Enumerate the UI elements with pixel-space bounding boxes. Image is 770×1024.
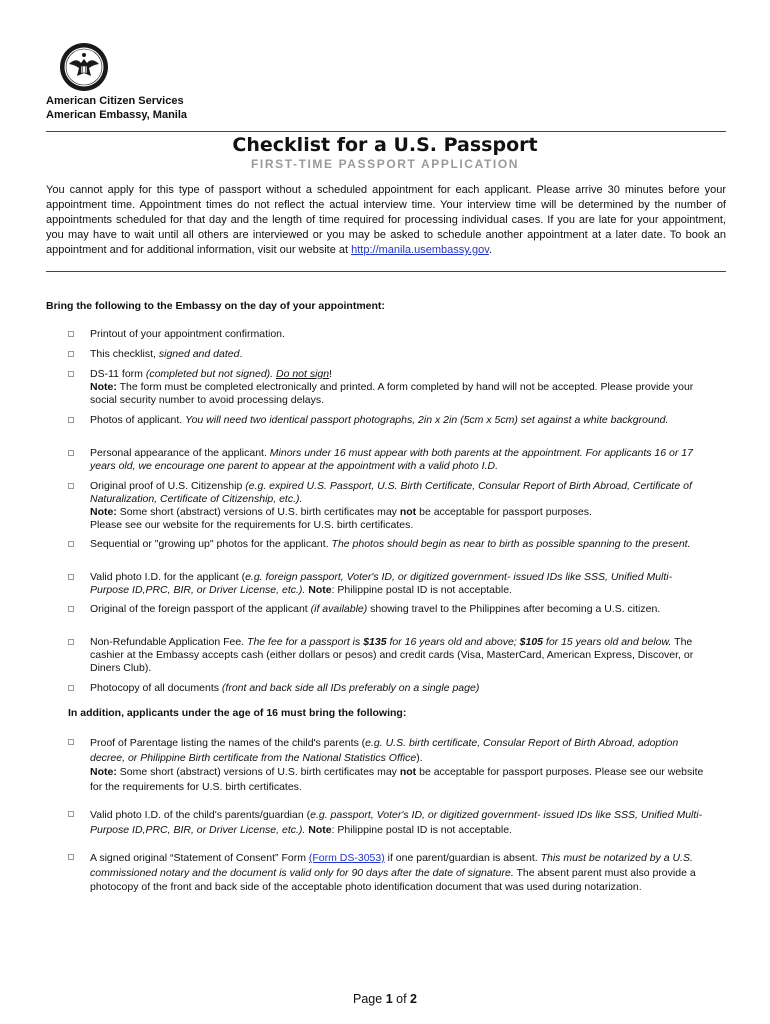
checkbox-icon[interactable]: [68, 606, 74, 612]
item-text: Valid photo I.D. of the child's parents/guardian (e.g. passport, Voter's ID, or digitized government- issued IDs like SSS, Unified Multi-Purpose ID,PRC, BIR, or Driver License, etc.). Note: Philippine postal ID is not acceptable.: [90, 809, 703, 836]
item-text: A signed original “Statement of Consent” Form (Form DS-3053) if one parent/guardian is absent. This must be notarized by a U.S. commissioned notary and the document is valid only for 90 days after the date of signature. The absent parent must also provide a photocopy of the front and back side of the acceptable photo identification document that was used during notarization.: [90, 852, 696, 893]
page-title: Checklist for a U.S. Passport: [232, 134, 538, 156]
office-line-2: American Embassy, Manila: [46, 109, 188, 121]
checkbox-icon[interactable]: [68, 331, 74, 337]
minor-section-heading: In addition, applicants under the age of 16 must bring the following:: [68, 707, 407, 719]
section-heading: Bring the following to the Embassy on the day of your appointment:: [46, 300, 385, 312]
intro-text: You cannot apply for this type of passport without a scheduled appointment for each applicant. Please arrive 30 minutes before your appointment time. Appointment times do not reflect the actual interview time. Your interview time will be determined by the number of appointments scheduled for that day and the length of time required for processing individual cases. If you are late for your appointment, you may have to wait until all others are interviewed or you may be asked to schedule another appointment at a later date. To book an appointment and for additional information, visit our website at: [46, 184, 726, 256]
checkbox-icon[interactable]: [68, 739, 74, 745]
office-heading: [46, 94, 187, 122]
item-text: Non-Refundable Application Fee. The fee for a passport is $135 for 16 years old and above; $105 for 15 years old and below. The cashier at the Embassy accepts cash (either dollars or pesos) and credit cards (Visa, MasterCard, American Express, Discover, or Diners Club).: [90, 636, 694, 674]
item-text: Original of the foreign passport of the applicant (if available) showing travel to the Philippines after becoming a U.S. citizen.: [90, 603, 661, 615]
item-text: Printout of your appointment confirmation.: [90, 328, 285, 340]
checkbox-icon[interactable]: [68, 811, 74, 817]
embassy-website-link[interactable]: http://manila.usembassy.gov: [351, 244, 489, 256]
item-text: Photos of applicant. You will need two identical passport photographs, 2in x 2in (5cm x 5cm) set against a white background.: [90, 414, 669, 426]
us-embassy-seal-icon: [59, 42, 109, 92]
checkbox-icon[interactable]: [68, 450, 74, 456]
item-text: DS-11 form (completed but not signed). Do not sign! Note: The form must be completed electronically and printed. A form completed by hand will not be accepted. Please provide your social security number to avoid processing delays.: [90, 368, 694, 406]
intro-divider: [46, 271, 726, 272]
checkbox-icon[interactable]: [68, 639, 74, 645]
item-text: Photocopy of all documents (front and back side all IDs preferably on a single page): [90, 682, 480, 694]
item-text: This checklist, signed and dated.: [90, 348, 243, 360]
item-text: Original proof of U.S. Citizenship (e.g. expired U.S. Passport, U.S. Birth Certificate, Consular Report of Birth Abroad, Certificate of Naturalization, Certificate of Citizenship, etc.). Note: Some short (abstract) versions of U.S. birth certificates may not be acceptable for passport purposes. Please see our website for the requirements for U.S. birth certificates.: [90, 480, 692, 531]
checkbox-icon[interactable]: [68, 371, 74, 377]
form-ds3053-link[interactable]: (Form DS-3053): [308, 852, 385, 864]
item-text: Proof of Parentage listing the names of the child's parents (e.g. U.S. birth certificate, Consular Report of Birth Abroad, adoption decree, or Philippine Birth certificate from the National Statistics Office). Note: Some short (abstract) versions of U.S. birth certificates may not be acceptable for passport purposes. Please see our website for the requirements for U.S. birth certificates.: [90, 737, 704, 793]
header-divider: [46, 131, 726, 132]
checkbox-icon[interactable]: [68, 854, 74, 860]
checkbox-icon[interactable]: [68, 685, 74, 691]
checkbox-icon[interactable]: [68, 574, 74, 580]
office-line-1: American Citizen Services: [46, 95, 184, 107]
checkbox-icon[interactable]: [68, 541, 74, 547]
item-text: Valid photo I.D. for the applicant (e.g. foreign passport, Voter's ID, or digitized government- issued IDs like SSS, Unified Multi-Purpose ID,PRC, BIR, or Driver License, etc.). Note: Philippine postal ID is not acceptable.: [90, 571, 673, 596]
item-text: Personal appearance of the applicant. Minors under 16 must appear with both parents at the appointment. For applicants 16 or 17 years old, we encourage one parent to appear at the appointment with a valid photo I.D.: [90, 447, 693, 472]
page-subtitle: FIRST-TIME PASSPORT APPLICATION: [250, 157, 520, 171]
page-number: Page 1 of 2: [353, 992, 417, 1006]
checkbox-icon[interactable]: [68, 417, 74, 423]
intro-end: .: [488, 244, 492, 256]
checkbox-icon[interactable]: [68, 351, 74, 357]
intro-paragraph: [46, 183, 726, 258]
item-text: Sequential or "growing up" photos for the applicant. The photos should begin as near to birth as possible spanning to the present.: [90, 538, 691, 550]
checkbox-icon[interactable]: [68, 483, 74, 489]
